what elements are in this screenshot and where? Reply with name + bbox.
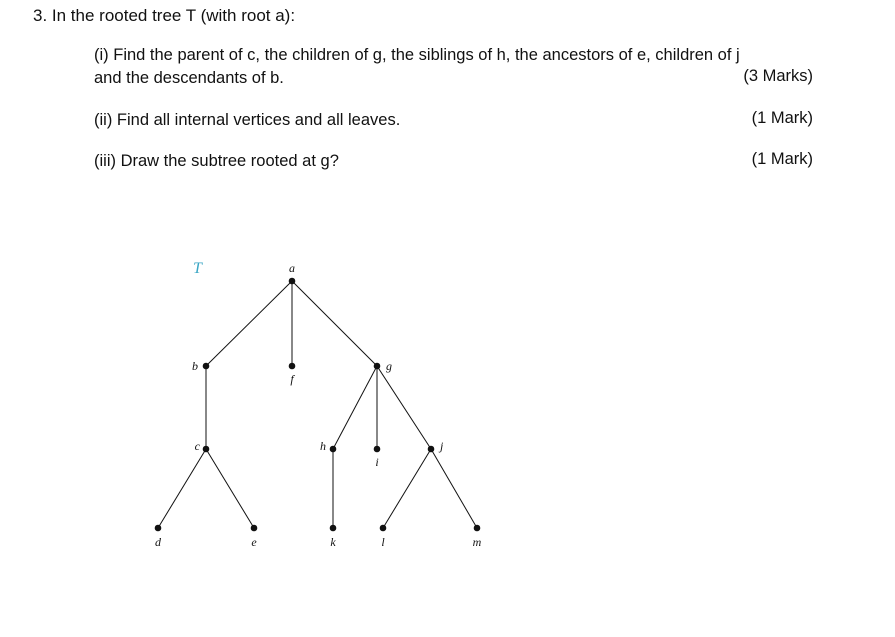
edge-a-b bbox=[206, 281, 292, 366]
edge-c-e bbox=[206, 449, 254, 528]
vertex-i bbox=[374, 446, 381, 453]
question-title: 3. In the rooted tree T (with root a): bbox=[33, 6, 296, 25]
vertex-label-e: e bbox=[251, 535, 257, 549]
edge-c-d bbox=[158, 449, 206, 528]
edge-j-m bbox=[431, 449, 477, 528]
part-1-line-1: (i) Find the parent of c, the children of g, the siblings of h, the ancestors of e, children of j bbox=[94, 46, 740, 64]
vertex-j bbox=[428, 446, 435, 453]
vertex-e bbox=[251, 525, 258, 532]
vertex-label-h: h bbox=[320, 439, 326, 453]
vertex-k bbox=[330, 525, 337, 532]
vertex-label-f: f bbox=[290, 372, 294, 386]
tree-vertices bbox=[155, 278, 481, 532]
tree-vertex-labels bbox=[155, 261, 482, 549]
vertex-a bbox=[289, 278, 296, 285]
part-2-marks: (1 Mark) bbox=[751, 109, 813, 127]
part-1-line-2: and the descendants of b. bbox=[94, 69, 284, 87]
tree-edges bbox=[158, 281, 477, 528]
part-3: (iii) Draw the subtree rooted at g? bbox=[94, 152, 339, 170]
vertex-b bbox=[203, 363, 210, 370]
vertex-label-a: a bbox=[289, 261, 295, 275]
vertex-label-g: g bbox=[386, 359, 392, 373]
vertex-l bbox=[380, 525, 387, 532]
vertex-label-b: b bbox=[192, 359, 198, 373]
vertex-label-j: j bbox=[440, 439, 444, 453]
vertex-label-i: i bbox=[375, 455, 379, 469]
vertex-label-d: d bbox=[155, 535, 161, 549]
edge-g-h bbox=[333, 366, 377, 449]
vertex-f bbox=[289, 363, 296, 370]
vertex-label-l: l bbox=[381, 535, 385, 549]
edge-a-g bbox=[292, 281, 377, 366]
vertex-m bbox=[474, 525, 481, 532]
edge-j-l bbox=[383, 449, 431, 528]
vertex-g bbox=[374, 363, 381, 370]
part-1-marks: (3 Marks) bbox=[743, 67, 813, 85]
vertex-label-m: m bbox=[472, 535, 482, 549]
tree-label: T bbox=[193, 260, 202, 277]
part-2: (ii) Find all internal vertices and all leaves. bbox=[94, 111, 401, 129]
vertex-c bbox=[203, 446, 210, 453]
edge-g-j bbox=[377, 366, 431, 449]
vertex-label-k: k bbox=[330, 535, 336, 549]
vertex-h bbox=[330, 446, 337, 453]
vertex-label-c: c bbox=[194, 439, 200, 453]
vertex-d bbox=[155, 525, 162, 532]
part-3-marks: (1 Mark) bbox=[751, 150, 813, 168]
